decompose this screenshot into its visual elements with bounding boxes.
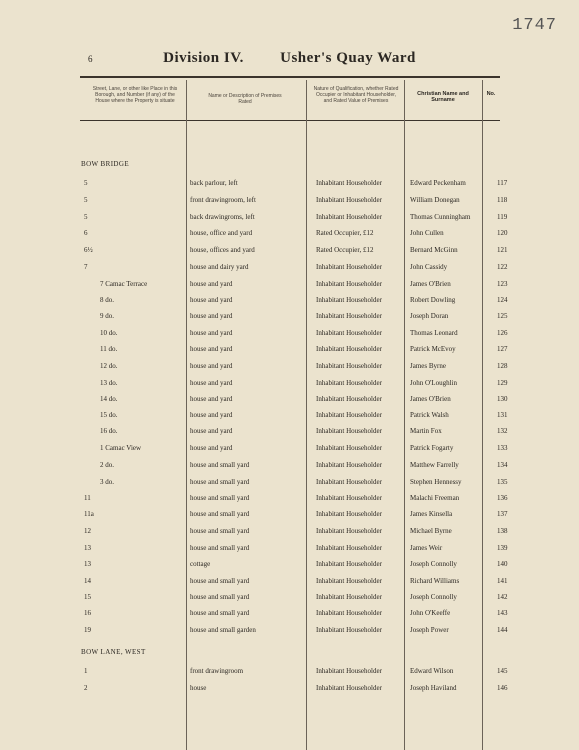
person-name-cell: Matthew Farrelly: [410, 461, 459, 469]
register-row: [0, 544, 579, 558]
address-cell: 10 do.: [100, 329, 118, 337]
address-cell: 11: [84, 494, 91, 502]
entry-number-cell: 137: [497, 510, 508, 518]
address-cell: 15 do.: [100, 411, 118, 419]
premises-cell: house, offices and yard: [190, 246, 255, 254]
qualification-cell: Inhabitant Householder: [316, 280, 382, 288]
entry-number-cell: 119: [497, 213, 508, 221]
person-name-cell: Martin Fox: [410, 427, 442, 435]
entry-number-cell: 122: [497, 263, 508, 271]
address-cell: 13: [84, 560, 91, 568]
entry-number-cell: 136: [497, 494, 508, 502]
qualification-cell: Inhabitant Householder: [316, 179, 382, 187]
address-cell: 14 do.: [100, 395, 118, 403]
entry-number-cell: 146: [497, 684, 508, 692]
premises-cell: house and yard: [190, 427, 233, 435]
person-name-cell: John Cullen: [410, 229, 444, 237]
register-row: [0, 461, 579, 475]
entry-number-cell: 131: [497, 411, 508, 419]
address-cell: 13: [84, 544, 91, 552]
person-name-cell: James Byrne: [410, 362, 446, 370]
qualification-cell: Rated Occupier, £12: [316, 246, 374, 254]
entry-number-cell: 130: [497, 395, 508, 403]
entry-number-cell: 139: [497, 544, 508, 552]
register-row: [0, 667, 579, 681]
ward-title: Usher's Quay Ward: [280, 50, 416, 66]
premises-cell: house and small garden: [190, 626, 256, 634]
register-row: [0, 560, 579, 574]
register-row: [0, 494, 579, 508]
person-name-cell: Thomas Leonard: [410, 329, 458, 337]
person-name-cell: John O'Keeffe: [410, 609, 451, 617]
entry-number-cell: 128: [497, 362, 508, 370]
premises-cell: house and small yard: [190, 609, 250, 617]
qualification-cell: Inhabitant Householder: [316, 196, 382, 204]
qualification-cell: Inhabitant Householder: [316, 263, 382, 271]
premises-cell: house, office and yard: [190, 229, 253, 237]
qualification-cell: Inhabitant Householder: [316, 494, 382, 502]
person-name-cell: Joseph Doran: [410, 312, 449, 320]
qualification-cell: Inhabitant Householder: [316, 312, 382, 320]
entry-number-cell: 121: [497, 246, 508, 254]
register-row: [0, 527, 579, 541]
qualification-cell: Inhabitant Householder: [316, 478, 382, 486]
entry-number-cell: 141: [497, 577, 508, 585]
qualification-cell: Inhabitant Householder: [316, 296, 382, 304]
premises-cell: house and small yard: [190, 593, 250, 601]
top-rule: [80, 76, 500, 78]
entry-number-cell: 142: [497, 593, 508, 601]
entry-number-cell: 117: [497, 179, 508, 187]
premises-cell: front drawingroom: [190, 667, 244, 675]
register-row: [0, 593, 579, 607]
person-name-cell: Malachi Freeman: [410, 494, 460, 502]
register-row: [0, 345, 579, 359]
premises-cell: front drawingroom, left: [190, 196, 256, 204]
premises-cell: house and yard: [190, 395, 233, 403]
address-cell: 12 do.: [100, 362, 118, 370]
address-cell: 16: [84, 609, 91, 617]
address-cell: 12: [84, 527, 91, 535]
entry-number-cell: 132: [497, 427, 508, 435]
premises-cell: house and small yard: [190, 510, 250, 518]
qualification-cell: Inhabitant Householder: [316, 329, 382, 337]
register-row: [0, 179, 579, 193]
header-qualification: Nature of Qualification, whether Rated Occupier or Inhabitant Householder, and Rated Value of Premises: [313, 86, 399, 104]
register-row: [0, 379, 579, 393]
address-cell: 6½: [84, 246, 93, 254]
header-number: No.: [486, 91, 496, 97]
qualification-cell: Inhabitant Householder: [316, 544, 382, 552]
register-row: [0, 246, 579, 260]
register-row: [0, 213, 579, 227]
entry-number-cell: 129: [497, 379, 508, 387]
qualification-cell: Inhabitant Householder: [316, 362, 382, 370]
person-name-cell: Edward Wilson: [410, 667, 454, 675]
premises-cell: house and yard: [190, 345, 233, 353]
person-name-cell: William Donegan: [410, 196, 460, 204]
entry-number-cell: 127: [497, 345, 508, 353]
person-name-cell: Thomas Cunningham: [410, 213, 471, 221]
entry-number-cell: 133: [497, 444, 508, 452]
entry-number-cell: 123: [497, 280, 508, 288]
person-name-cell: Patrick Fogarty: [410, 444, 454, 452]
qualification-cell: Inhabitant Householder: [316, 684, 382, 692]
address-cell: 3 do.: [100, 478, 114, 486]
header-street: Street, Lane, or other like Place in this Borough, and Number (if any) of the House where the Property is situate: [92, 86, 178, 104]
entry-number-cell: 144: [497, 626, 508, 634]
qualification-cell: Inhabitant Householder: [316, 461, 382, 469]
address-cell: 11a: [84, 510, 94, 518]
address-cell: 19: [84, 626, 91, 634]
qualification-cell: Inhabitant Householder: [316, 379, 382, 387]
register-row: [0, 263, 579, 277]
qualification-cell: Inhabitant Householder: [316, 395, 382, 403]
person-name-cell: Edward Peckenham: [410, 179, 466, 187]
register-row: [0, 395, 579, 409]
premises-cell: house and yard: [190, 280, 233, 288]
register-row: [0, 229, 579, 243]
address-cell: 5: [84, 213, 88, 221]
address-cell: 13 do.: [100, 379, 118, 387]
person-name-cell: Robert Dowling: [410, 296, 456, 304]
person-name-cell: James Weir: [410, 544, 443, 552]
register-row: [0, 577, 579, 591]
qualification-cell: Inhabitant Householder: [316, 593, 382, 601]
premises-cell: house and yard: [190, 329, 233, 337]
entry-number-cell: 135: [497, 478, 508, 486]
header-rule: [80, 120, 500, 121]
address-cell: 14: [84, 577, 91, 585]
person-name-cell: Joseph Connolly: [410, 593, 457, 601]
header-premises: Name or Description of Premises Rated: [208, 93, 282, 105]
premises-cell: back parlour, left: [190, 179, 238, 187]
entry-number-cell: 125: [497, 312, 508, 320]
address-cell: 7 Camac Terrace: [100, 280, 148, 288]
register-row: [0, 626, 579, 640]
premises-cell: house and small yard: [190, 577, 250, 585]
address-cell: 5: [84, 179, 88, 187]
page-number: 1747: [512, 16, 557, 35]
premises-cell: house and yard: [190, 411, 233, 419]
premises-cell: house and small yard: [190, 461, 250, 469]
premises-cell: house and small yard: [190, 544, 250, 552]
register-row: [0, 444, 579, 458]
register-row: [0, 411, 579, 425]
address-cell: 8 do.: [100, 296, 114, 304]
address-cell: 1: [84, 667, 88, 675]
qualification-cell: Rated Occupier, £12: [316, 229, 374, 237]
address-cell: 2 do.: [100, 461, 114, 469]
qualification-cell: Inhabitant Householder: [316, 345, 382, 353]
address-cell: 6: [84, 229, 88, 237]
qualification-cell: Inhabitant Householder: [316, 577, 382, 585]
page-title: [0, 50, 579, 67]
entry-number-cell: 134: [497, 461, 508, 469]
qualification-cell: Inhabitant Householder: [316, 213, 382, 221]
register-row: [0, 684, 579, 698]
register-row: [0, 478, 579, 492]
register-row: [0, 329, 579, 343]
premises-cell: house and yard: [190, 296, 233, 304]
address-cell: 15: [84, 593, 91, 601]
address-cell: 2: [84, 684, 88, 692]
person-name-cell: Richard Williams: [410, 577, 460, 585]
address-cell: 1 Camac View: [100, 444, 142, 452]
person-name-cell: Patrick Walsh: [410, 411, 449, 419]
qualification-cell: Inhabitant Householder: [316, 510, 382, 518]
person-name-cell: James O'Brien: [410, 395, 451, 403]
qualification-cell: Inhabitant Householder: [316, 427, 382, 435]
person-name-cell: Patrick McEvoy: [410, 345, 456, 353]
address-cell: 11 do.: [100, 345, 118, 353]
entry-number-cell: 138: [497, 527, 508, 535]
qualification-cell: Inhabitant Householder: [316, 527, 382, 535]
person-name-cell: Michael Byrne: [410, 527, 452, 535]
qualification-cell: Inhabitant Householder: [316, 560, 382, 568]
address-cell: 7: [84, 263, 88, 271]
premises-cell: house and dairy yard: [190, 263, 249, 271]
register-row: [0, 280, 579, 294]
premises-cell: house and small yard: [190, 527, 250, 535]
address-cell: 16 do.: [100, 427, 118, 435]
person-name-cell: Joseph Connolly: [410, 560, 457, 568]
register-row: [0, 362, 579, 376]
address-cell: 9 do.: [100, 312, 114, 320]
qualification-cell: Inhabitant Householder: [316, 609, 382, 617]
section-heading: BOW BRIDGE: [81, 160, 130, 168]
premises-cell: house and small yard: [190, 478, 250, 486]
person-name-cell: Stephen Hennessy: [410, 478, 462, 486]
corner-mark: 6: [88, 54, 93, 64]
premises-cell: house: [190, 684, 207, 692]
entry-number-cell: 118: [497, 196, 508, 204]
register-row: [0, 312, 579, 326]
premises-cell: house and yard: [190, 362, 233, 370]
person-name-cell: John O'Loughlin: [410, 379, 457, 387]
person-name-cell: Joseph Haviland: [410, 684, 457, 692]
entry-number-cell: 124: [497, 296, 508, 304]
person-name-cell: Bernard McGinn: [410, 246, 458, 254]
premises-cell: house and yard: [190, 379, 233, 387]
address-cell: 5: [84, 196, 88, 204]
entry-number-cell: 145: [497, 667, 508, 675]
register-row: [0, 196, 579, 210]
register-row: [0, 296, 579, 310]
entry-number-cell: 126: [497, 329, 508, 337]
header-person: Christian Name and Surname: [417, 91, 469, 103]
entry-number-cell: 120: [497, 229, 508, 237]
entry-number-cell: 140: [497, 560, 508, 568]
premises-cell: cottage: [190, 560, 211, 568]
register-row: [0, 510, 579, 524]
register-row: [0, 609, 579, 623]
register-row: [0, 427, 579, 441]
person-name-cell: James Kinsella: [410, 510, 453, 518]
qualification-cell: Inhabitant Householder: [316, 444, 382, 452]
premises-cell: house and yard: [190, 312, 233, 320]
qualification-cell: Inhabitant Householder: [316, 626, 382, 634]
qualification-cell: Inhabitant Householder: [316, 411, 382, 419]
section-heading: BOW LANE, WEST: [81, 648, 146, 656]
person-name-cell: Joseph Power: [410, 626, 449, 634]
person-name-cell: James O'Brien: [410, 280, 451, 288]
division-title: Division IV.: [163, 50, 244, 66]
premises-cell: back drawingroms, left: [190, 213, 255, 221]
entry-number-cell: 143: [497, 609, 508, 617]
qualification-cell: Inhabitant Householder: [316, 667, 382, 675]
person-name-cell: John Cassidy: [410, 263, 448, 271]
premises-cell: house and small yard: [190, 494, 250, 502]
premises-cell: house and yard: [190, 444, 233, 452]
